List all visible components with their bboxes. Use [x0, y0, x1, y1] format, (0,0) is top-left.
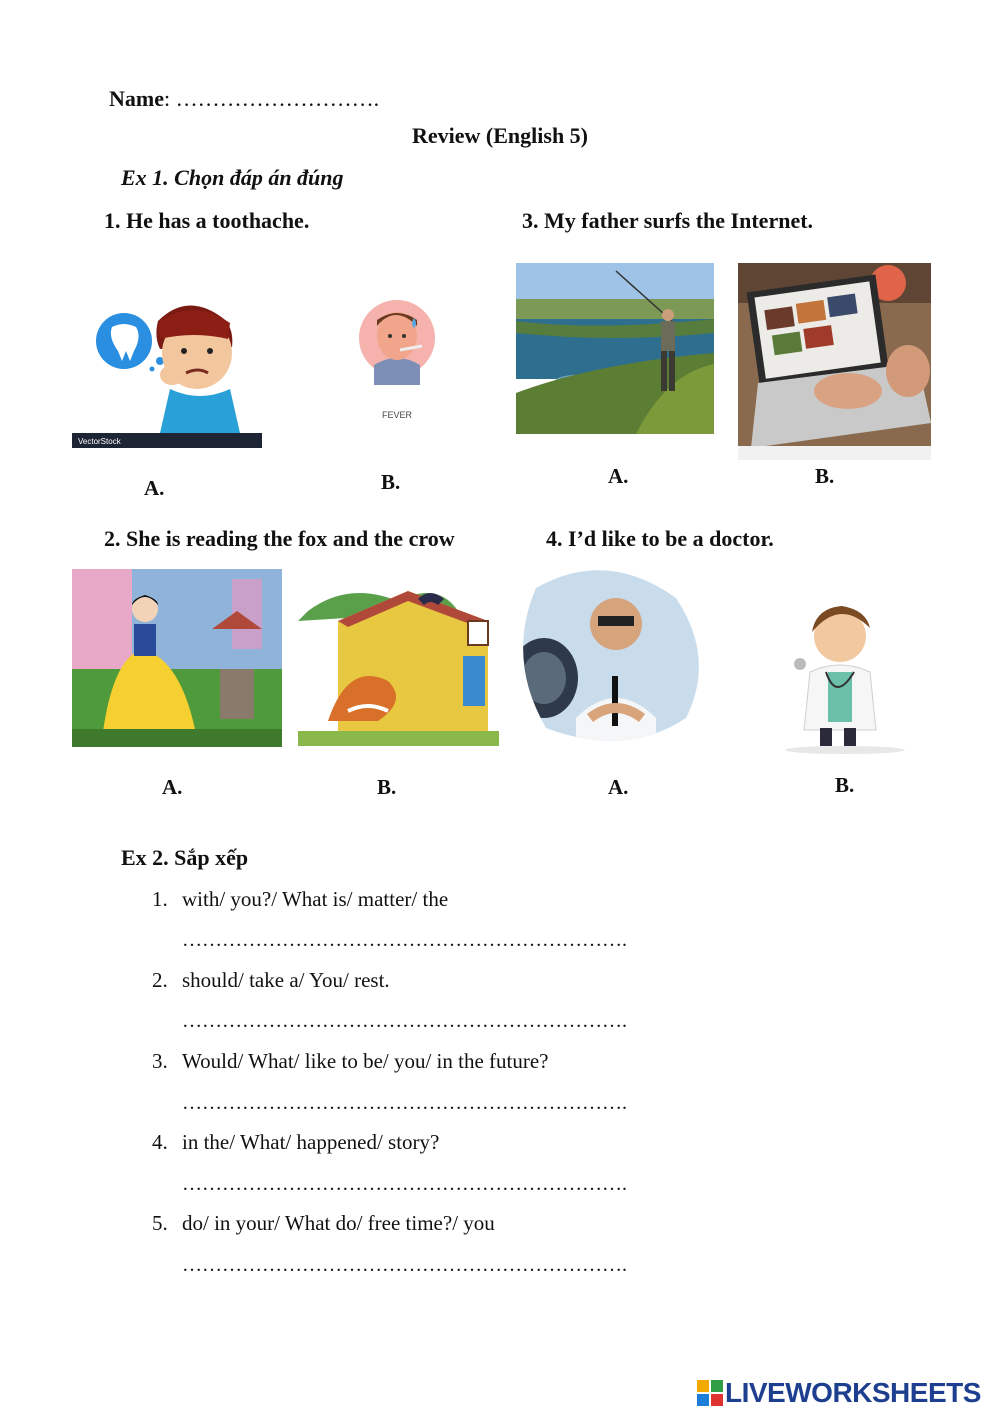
- fever-image[interactable]: [350, 290, 445, 425]
- ex2-item-2: [152, 968, 390, 993]
- snow-white-image[interactable]: [72, 569, 282, 747]
- snow-white-illustration: [72, 569, 282, 747]
- fox-crow-image[interactable]: [298, 571, 499, 746]
- lws-logo-icon: [697, 1380, 723, 1406]
- lws-logo-text: LIVEWORKSHEETS: [725, 1377, 981, 1408]
- liveworksheets-logo: [697, 1378, 981, 1408]
- fox-crow-illustration: [298, 571, 499, 746]
- fishing-photo: [516, 263, 714, 434]
- name-line: [109, 86, 379, 112]
- fever-caption: FEVER: [381, 410, 413, 420]
- laptop-image[interactable]: [738, 263, 931, 460]
- item-text: should/ take a/ You/ rest.: [182, 968, 390, 992]
- ex2-item-1: [152, 887, 448, 912]
- item-number: 3.: [152, 1049, 168, 1073]
- answer-line-2[interactable]: ………………………………………………………….: [182, 1010, 627, 1032]
- fever-illustration: [350, 290, 445, 425]
- doctor-image[interactable]: [770, 600, 920, 755]
- ex2-item-3: [152, 1049, 549, 1074]
- fishing-image[interactable]: [516, 263, 714, 434]
- toothache-image[interactable]: [72, 293, 262, 448]
- item-number: 2.: [152, 968, 168, 992]
- answer-line-5[interactable]: ………………………………………………………….: [182, 1254, 627, 1276]
- name-label: Name: [109, 86, 164, 111]
- vectorstock-caption: VectorStock: [78, 437, 121, 446]
- page-title: Review (English 5): [412, 123, 588, 148]
- item-text: Would/ What/ like to be/ you/ in the future?: [182, 1049, 549, 1073]
- name-blank: : ……………………….: [163, 86, 380, 111]
- ex1-heading: Ex 1. Chọn đáp án đúng: [121, 165, 344, 190]
- q4-option-b[interactable]: B.: [835, 773, 855, 797]
- question-4: 4. I’d like to be a doctor.: [546, 526, 774, 551]
- item-text: with/ you?/ What is/ matter/ the: [182, 887, 449, 911]
- answer-line-1[interactable]: ………………………………………………………….: [182, 929, 627, 951]
- item-number: 4.: [152, 1130, 168, 1154]
- item-text: do/ in your/ What do/ free time?/ you: [182, 1211, 495, 1235]
- question-1: 1. He has a toothache.: [104, 208, 310, 233]
- answer-line-3[interactable]: ………………………………………………………….: [182, 1092, 627, 1114]
- q2-option-b[interactable]: B.: [377, 775, 397, 799]
- ex2-heading: Ex 2. Sắp xếp: [121, 845, 249, 870]
- item-number: 1.: [152, 887, 168, 911]
- ex2-item-4: [152, 1130, 439, 1155]
- item-number: 5.: [152, 1211, 168, 1235]
- q2-option-a[interactable]: A.: [162, 775, 183, 799]
- q1-option-a[interactable]: A.: [144, 476, 165, 500]
- laptop-photo: [738, 263, 931, 460]
- toothache-illustration: [72, 293, 262, 448]
- ex2-item-5: [152, 1211, 495, 1236]
- q3-option-a[interactable]: A.: [608, 464, 629, 488]
- question-2: 2. She is reading the fox and the crow: [104, 526, 455, 551]
- pilot-image[interactable]: [516, 568, 700, 746]
- question-3: 3. My father surfs the Internet.: [522, 208, 814, 233]
- q1-option-b[interactable]: B.: [381, 470, 401, 494]
- q4-option-a[interactable]: A.: [608, 775, 629, 799]
- item-text: in the/ What/ happened/ story?: [182, 1130, 440, 1154]
- answer-line-4[interactable]: ………………………………………………………….: [182, 1173, 627, 1195]
- doctor-illustration: [770, 600, 920, 755]
- q3-option-b[interactable]: B.: [815, 464, 835, 488]
- pilot-photo: [516, 568, 700, 746]
